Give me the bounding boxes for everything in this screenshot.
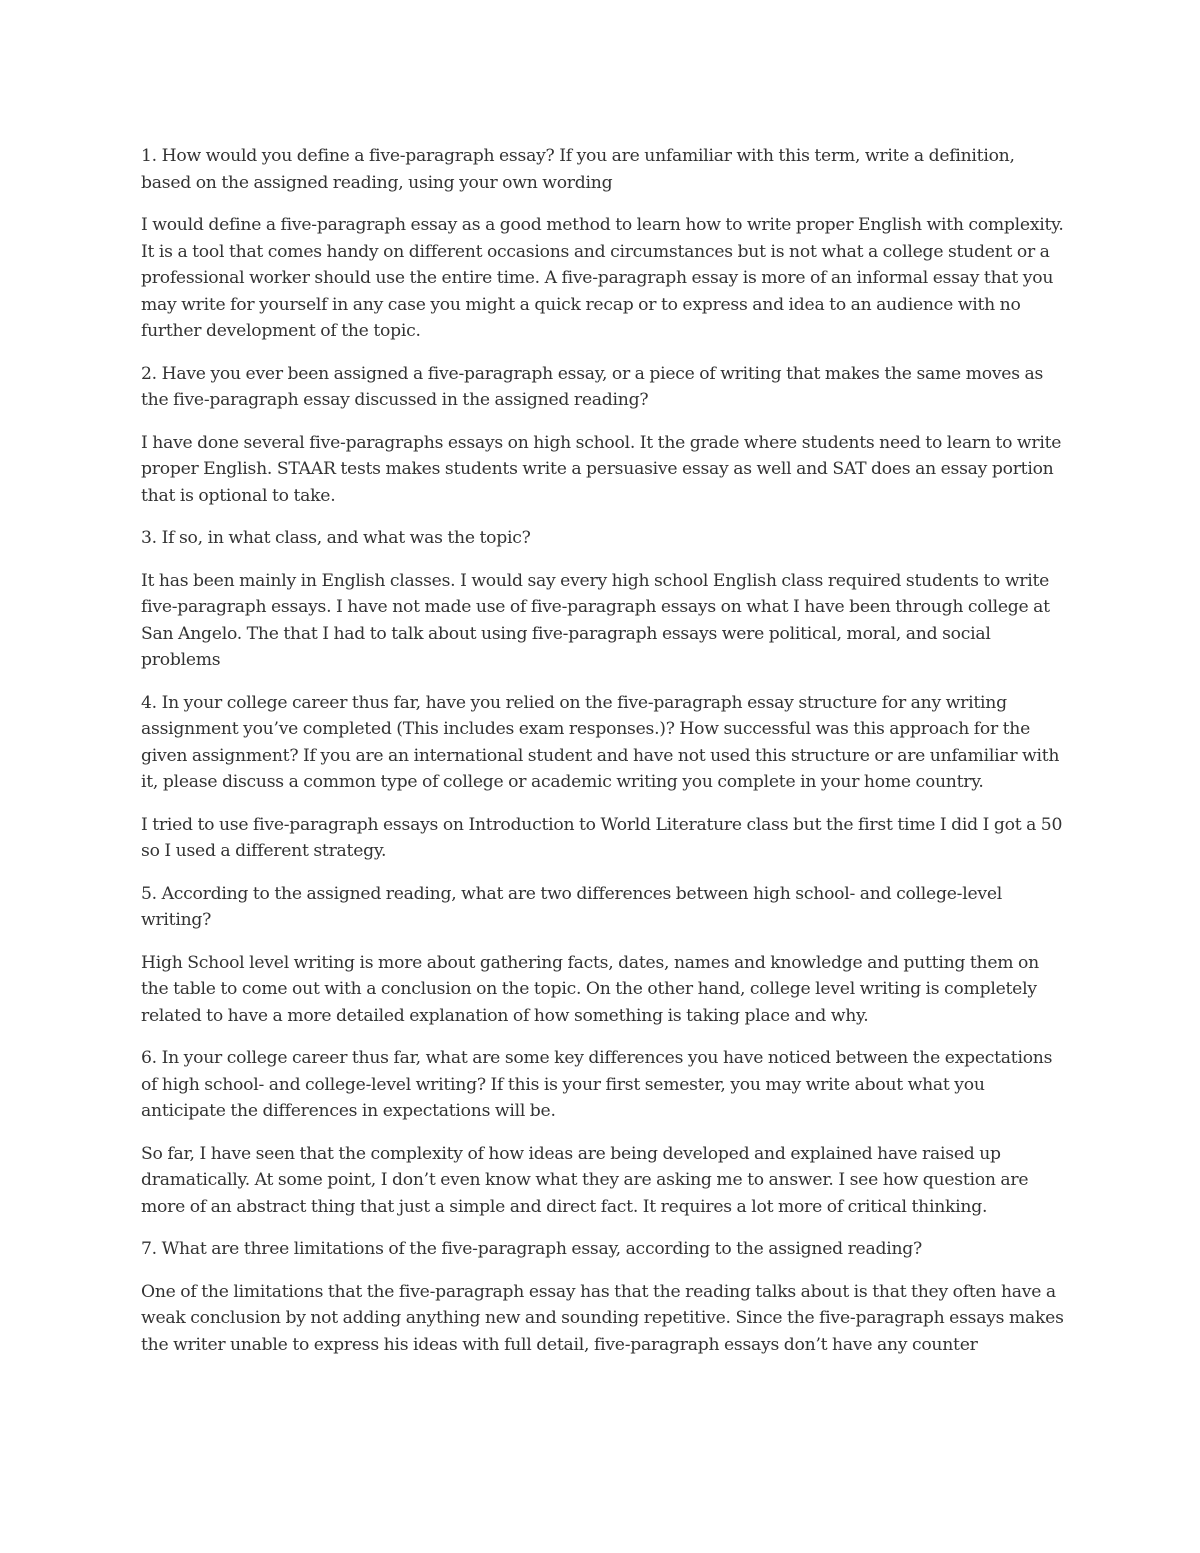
document-page bbox=[141, 143, 1066, 1374]
answer-4: I tried to use five-paragraph essays on Introduction to World Literature class but the first time I did I got a 50 so I used a different strategy. bbox=[141, 814, 1063, 861]
answer-2: I have done several five-paragraphs essays on high school. It the grade where students need to learn to write proper English. STAAR tests makes students write a persuasive essay as well and SAT does an essay portion that is optional to take. bbox=[141, 432, 1062, 506]
question-6: 6. In your college career thus far, what are some key differences you have noticed between the expectations of high school- and college-level writing? If this is your first semester, you may write about what you anticipate the differences in expectations will be. bbox=[141, 1048, 1053, 1121]
answer-1: I would define a five-paragraph essay as a good method to learn how to write proper English with complexity. It is a tool that comes handy on different occasions and circumstances but is not what a college student or a professional worker should use the entire time. A five-paragraph essay is more of an informal essay that you may write for yourself in any case you might a quick recap or to express and idea to an audience with no further development of the topic. bbox=[141, 215, 1064, 341]
question-3: 3. If so, in what class, and what was the topic? bbox=[141, 528, 531, 548]
question-7: 7. What are three limitations of the five-paragraph essay, according to the assigned reading? bbox=[141, 1239, 923, 1259]
question-5: 5. According to the assigned reading, what are two differences between high school- and college-level writing? bbox=[141, 883, 1002, 930]
answer-3: It has been mainly in English classes. I would say every high school English class required students to write five-paragraph essays. I have not made use of five-paragraph essays on what I have been through college at San Angelo. The that I had to talk about using five-paragraph essays were political, moral, and social problems bbox=[141, 570, 1050, 670]
answer-6: So far, I have seen that the complexity of how ideas are being developed and explained have raised up dramatically. At some point, I don’t even know what they are asking me to answer. I see how question are more of an abstract thing that just a simple and direct fact. It requires a lot more of critical thinking. bbox=[141, 1143, 1029, 1217]
question-4: 4. In your college career thus far, have you relied on the five-paragraph essay structure for any writing assignment you’ve completed (This includes exam responses.)? How successful was this approach for the given assignment? If you are an international student and have not used this structure or are unfamiliar with it, please discuss a common type of college or academic writing you complete in your home country. bbox=[141, 692, 1060, 792]
question-2: 2. Have you ever been assigned a five-paragraph essay, or a piece of writing that makes the same moves as the five-paragraph essay discussed in the assigned reading? bbox=[141, 363, 1044, 410]
answer-7: One of the limitations that the five-paragraph essay has that the reading talks about is that they often have a weak conclusion by not adding anything new and sounding repetitive. Since the five-paragraph essays makes the writer unable to express his ideas with full detail, five-paragraph essays don’t have any counter bbox=[141, 1281, 1064, 1355]
answer-5: High School level writing is more about gathering facts, dates, names and knowledge and putting them on the table to come out with a conclusion on the topic. On the other hand, college level writing is completely related to have a more detailed explanation of how something is taking place and why. bbox=[141, 952, 1039, 1026]
question-1: 1. How would you define a five-paragraph essay? If you are unfamiliar with this term, write a definition, based on the assigned reading, using your own wording bbox=[141, 146, 1015, 193]
